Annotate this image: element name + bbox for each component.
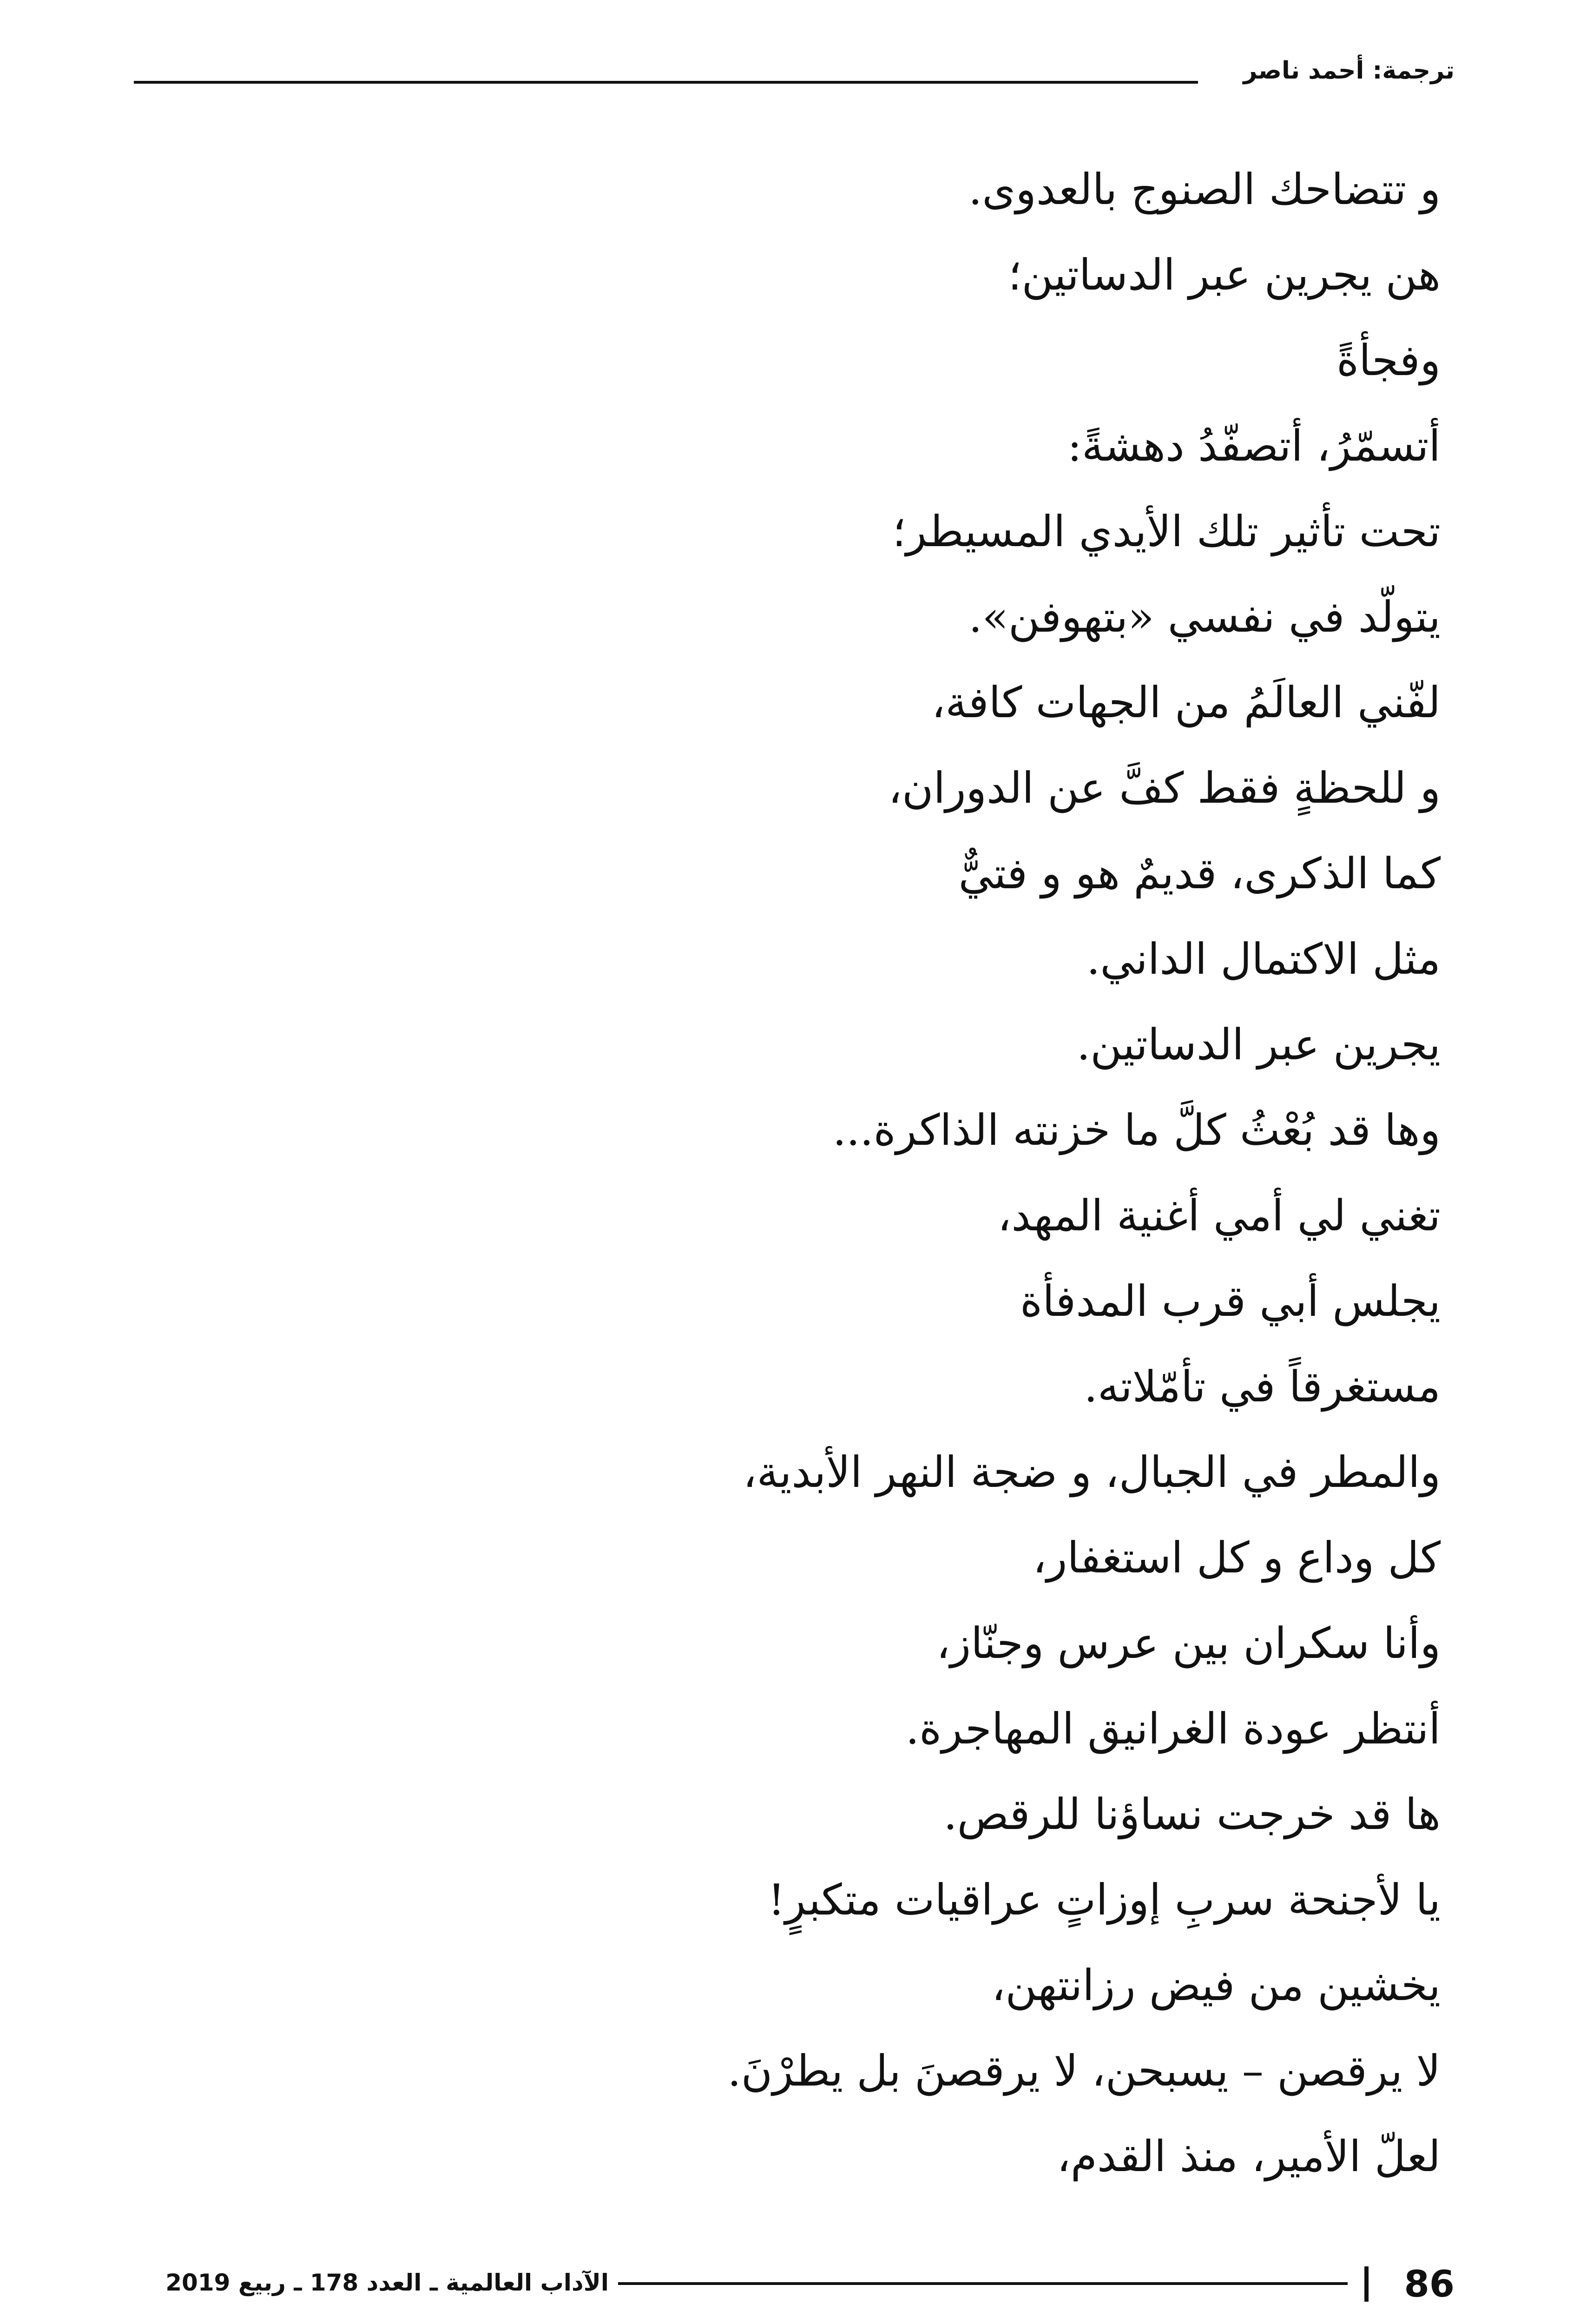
footer-separator-bar	[1364, 2266, 1369, 2302]
poem-line: و للحظةٍ فقط كفَّ عن الدوران،	[888, 763, 1441, 813]
poem-line: لعلّ الأمير، منذ القدم،	[1057, 2132, 1441, 2181]
poem-line: يتولّد في نفسي «بتهوفن».	[968, 592, 1441, 642]
poem-line: هن يجرين عبر الدساتين؛	[1008, 250, 1441, 300]
poem-line: يجلس أبي قرب المدفأة	[1020, 1276, 1441, 1326]
poem-line: والمطر في الجبال، و ضجة النهر الأبدية،	[743, 1447, 1441, 1497]
poem-line: كل وداع و كل استغفار،	[1033, 1533, 1441, 1583]
page-number: 86	[1404, 2264, 1455, 2305]
poem-line: لفّني العالَمُ من الجهات كافة،	[931, 678, 1441, 727]
footer-divider	[618, 2282, 1348, 2285]
poem-line: كما الذكرى، قديمٌ هو و فتيٌّ	[958, 849, 1441, 898]
header-divider	[134, 81, 1198, 84]
poem-line: يجرين عبر الدساتين.	[1077, 1020, 1441, 1070]
poem-line: وها قد بُعْثُ كلَّ ما خزنته الذاكرة...	[832, 1105, 1441, 1155]
poem-line: ها قد خرجت نساؤنا للرقص.	[943, 1789, 1441, 1839]
poem-line: أنتظر عودة الغرانيق المهاجرة.	[905, 1704, 1441, 1754]
journal-issue: الآداب العالمية ـ العدد 178 ـ ربيع 2019	[165, 2269, 609, 2296]
poem-line: تغني لي أمي أغنية المهد،	[997, 1191, 1441, 1241]
poem-line: لا يرقصن – يسبحن، لا يرقصنَ بل يطرْنَ.	[727, 2046, 1441, 2096]
poem-line: مثل الاكتمال الداني.	[1086, 934, 1441, 984]
poem-line: تحت تأثير تلك الأيدي المسيطر؛	[892, 507, 1441, 556]
poem-line: مستغرقاً في تأمّلاته.	[1084, 1362, 1441, 1412]
poem-body	[139, 147, 1441, 2199]
translator-credit: ترجمة: أحمد ناصر	[1243, 57, 1455, 85]
poem-line: يخشين من فيض رزانتهن،	[991, 1961, 1441, 2010]
poem-line: وفجأةً	[1336, 336, 1441, 385]
poem-line: أتسمّرُ، أتصفّدُ دهشةً:	[1067, 421, 1441, 471]
poem-line: وأنا سكران بين عرس وجنّاز،	[936, 1618, 1441, 1668]
poem-line: يا لأجنحة سربِ إوزاتٍ عراقيات متكبرٍ!	[768, 1875, 1441, 1925]
poem-line: و تتضاحك الصنوج بالعدوى.	[968, 165, 1441, 214]
